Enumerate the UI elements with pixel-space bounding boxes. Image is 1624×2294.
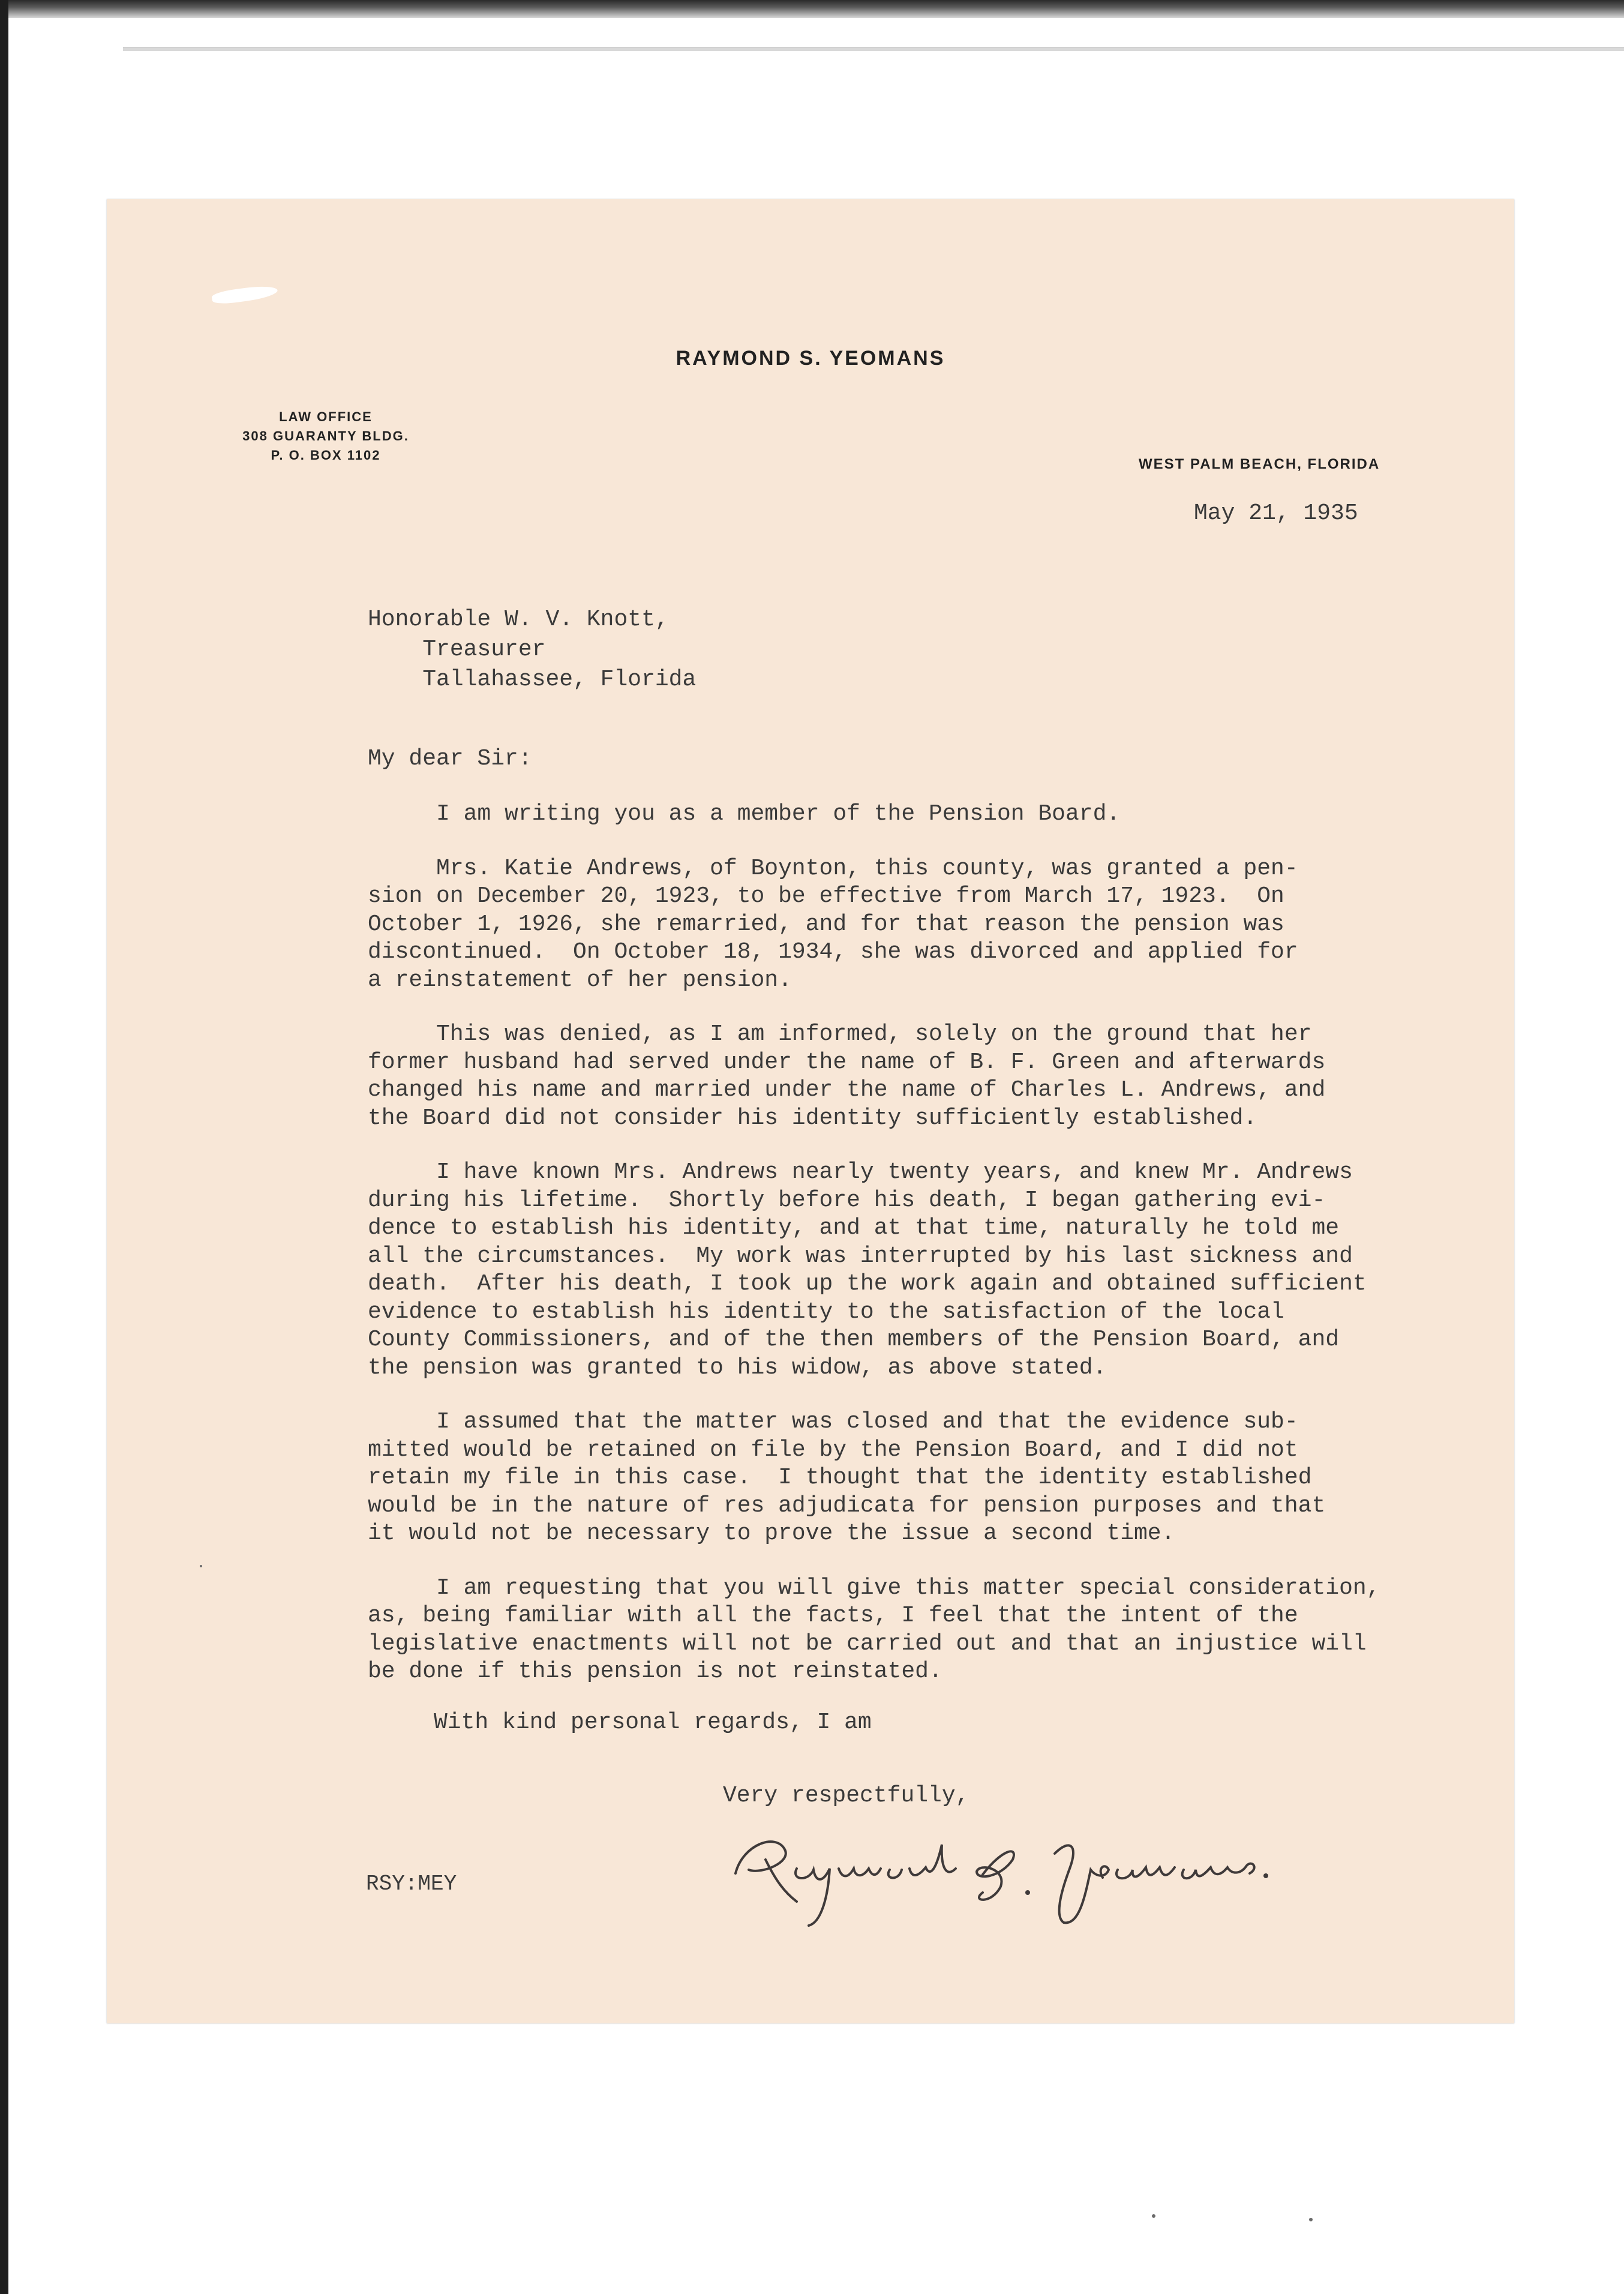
paragraph-line: changed his name and married under the name of Charles L. Andrews, and	[368, 1077, 1326, 1103]
mount-sheet-edge	[123, 47, 1624, 51]
handwritten-signature	[719, 1803, 1307, 1935]
letter-paragraph	[368, 1408, 1508, 1548]
letter-body	[368, 800, 1508, 1713]
paragraph-line: death. After his death, I took up the work again and obtained sufficient	[368, 1271, 1367, 1297]
address-line: Tallahassee, Florida	[368, 667, 697, 692]
paragraph-line: sion on December 20, 1923, to be effective from March 17, 1923. On	[368, 883, 1284, 909]
paper-tear	[211, 283, 278, 305]
valediction: Very respectfully,	[723, 1783, 969, 1809]
speck	[1152, 2214, 1155, 2218]
letterhead-office-line: LAW OFFICE	[279, 409, 373, 424]
paragraph-line: I am requesting that you will give this matter special consideration,	[368, 1575, 1380, 1601]
paragraph-line: County Commissioners, and of the then members of the Pension Board, and	[368, 1327, 1340, 1353]
paragraph-line: the Board did not consider his identity sufficiently established.	[368, 1105, 1257, 1131]
paragraph-line: former husband had served under the name of B. F. Green and afterwards	[368, 1049, 1326, 1075]
letter-page	[107, 199, 1514, 2023]
address-line: Treasurer	[368, 637, 546, 662]
paragraph-line: discontinued. On October 18, 1934, she was divorced and applied for	[368, 939, 1298, 965]
paragraph-line: as, being familiar with all the facts, I feel that the intent of the	[368, 1603, 1298, 1629]
paragraph-line: Mrs. Katie Andrews, of Boynton, this county, was granted a pen-	[368, 855, 1298, 881]
paragraph-line: during his lifetime. Shortly before his death, I began gathering evi-	[368, 1187, 1326, 1213]
speck	[200, 1565, 202, 1567]
closing-line: With kind personal regards, I am	[434, 1710, 872, 1735]
reference-initials: RSY:MEY	[366, 1872, 457, 1896]
paragraph-line: I have known Mrs. Andrews nearly twenty years, and knew Mr. Andrews	[368, 1159, 1353, 1185]
paragraph-line: This was denied, as I am informed, solely on the ground that her	[368, 1021, 1312, 1047]
letter-date: May 21, 1935	[1194, 500, 1358, 526]
inside-address	[368, 605, 696, 695]
paragraph-line: dence to establish his identity, and at that time, naturally he told me	[368, 1215, 1340, 1241]
paragraph-line: be done if this pension is not reinstated.	[368, 1659, 942, 1684]
scanner-frame-top	[0, 0, 1624, 18]
letter-paragraph	[368, 1575, 1508, 1686]
paragraph-line: October 1, 1926, she remarried, and for that reason the pension was	[368, 911, 1284, 937]
letter-paragraph	[368, 1021, 1508, 1132]
paragraph-line: I am writing you as a member of the Pension Board.	[368, 801, 1121, 827]
letterhead-name: RAYMOND S. YEOMANS	[676, 347, 945, 370]
speck	[1309, 2218, 1313, 2221]
letterhead-office	[224, 407, 428, 465]
letterhead-office-line: 308 GUARANTY BLDG.	[242, 428, 409, 443]
paragraph-line: mitted would be retained on file by the Pension Board, and I did not	[368, 1437, 1298, 1463]
letter-paragraph	[368, 855, 1508, 995]
paragraph-line: it would not be necessary to prove the issue a second time.	[368, 1521, 1175, 1546]
salutation: My dear Sir:	[368, 746, 532, 772]
paragraph-line: all the circumstances. My work was interrupted by his last sickness and	[368, 1243, 1353, 1269]
letter-paragraph	[368, 800, 1508, 829]
paragraph-line: would be in the nature of res adjudicata for pension purposes and that	[368, 1492, 1326, 1519]
letterhead-city: WEST PALM BEACH, FLORIDA	[1139, 456, 1380, 472]
letter-paragraph	[368, 1159, 1508, 1382]
address-line: Honorable W. V. Knott,	[368, 607, 669, 632]
paragraph-line: a reinstatement of her pension.	[368, 967, 792, 993]
scanner-frame-left	[0, 0, 8, 2294]
letterhead-office-line: P. O. BOX 1102	[271, 448, 381, 463]
paragraph-line: retain my file in this case. I thought that the identity established	[368, 1465, 1312, 1491]
paragraph-line: legislative enactments will not be carried out and that an injustice will	[368, 1630, 1367, 1657]
paragraph-line: the pension was granted to his widow, as above stated.	[368, 1354, 1107, 1381]
paragraph-line: I assumed that the matter was closed and that the evidence sub-	[368, 1409, 1298, 1435]
paragraph-line: evidence to establish his identity to the satisfaction of the local	[368, 1299, 1284, 1325]
